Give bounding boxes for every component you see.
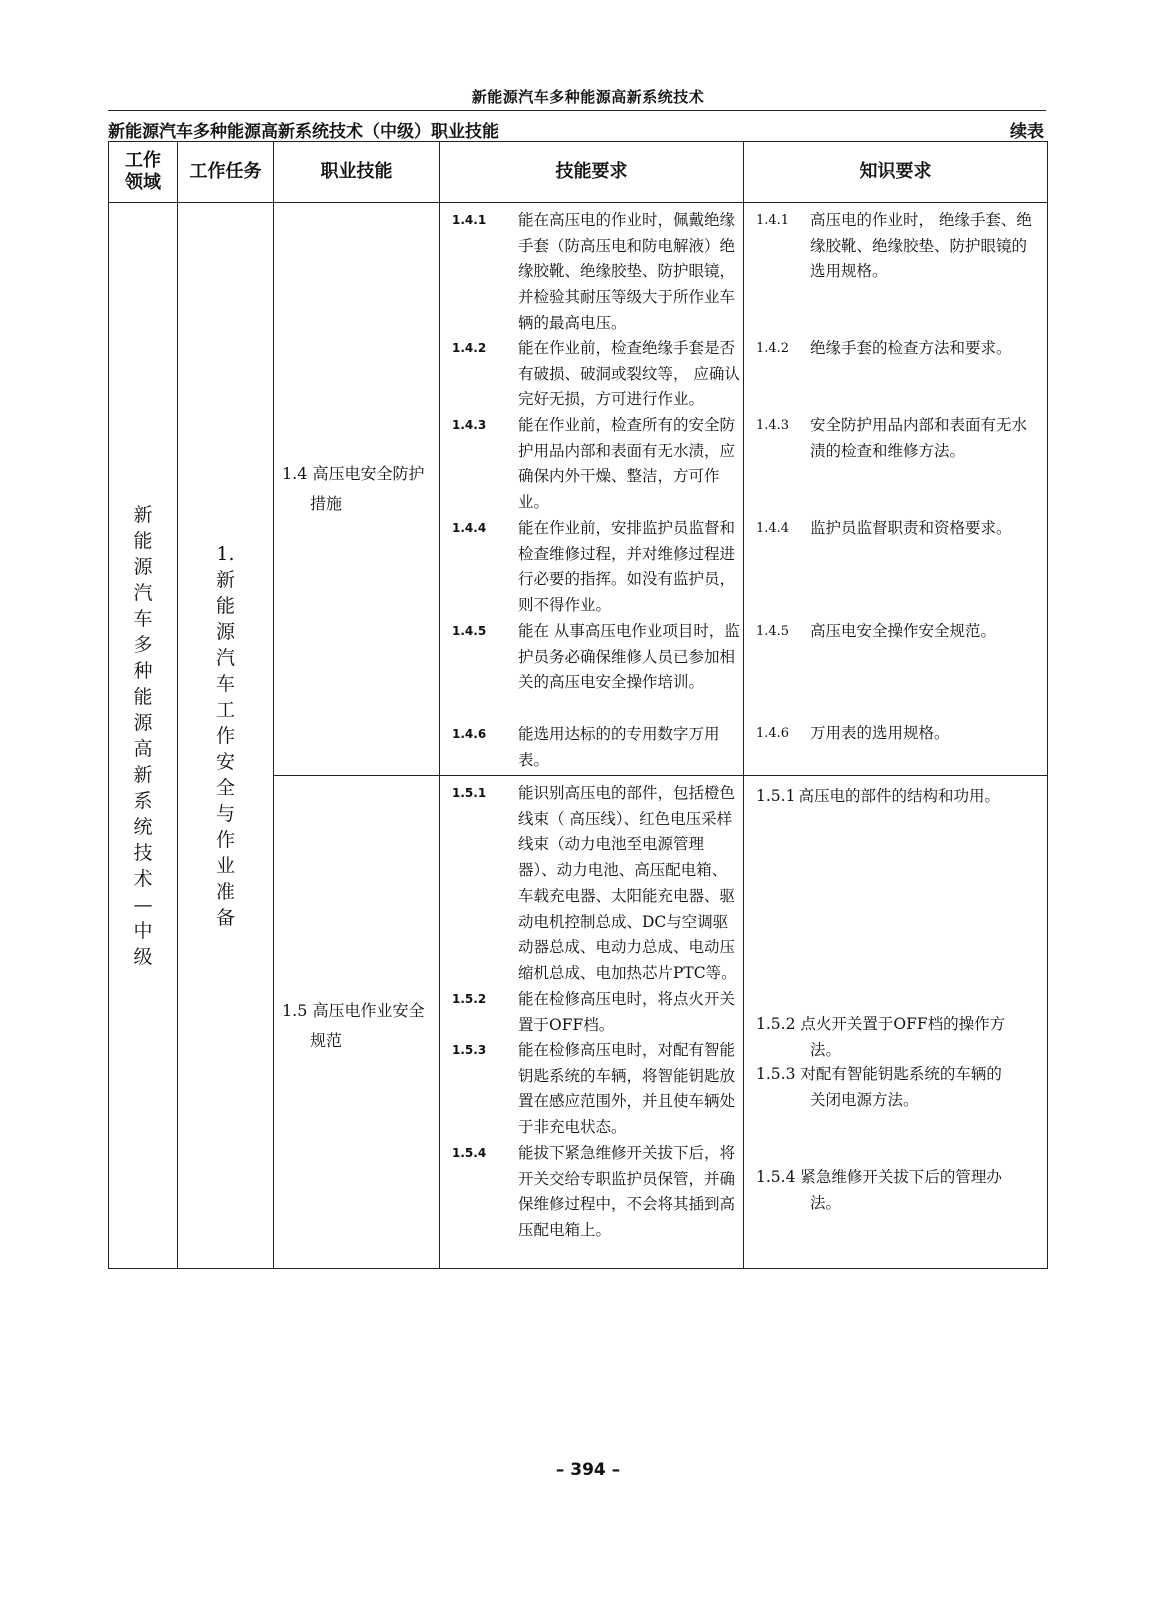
knowledge-number: 1.4.4 (756, 521, 790, 536)
knowledge-text: 监护员监督职责和资格要求。 (810, 519, 1012, 537)
knowledge-text: 紧急维修开关拔下后的管理办 (800, 1168, 1002, 1186)
knowledge-text: 点火开关置于OFF档的操作方 (800, 1015, 1006, 1033)
requirement-number: 1.4.6 (452, 727, 487, 741)
header-task: 工作任务 (178, 142, 274, 203)
skill-requirement (440, 1141, 743, 1244)
knowledge-number: 1.4.5 (756, 624, 790, 639)
knowledge-requirement (756, 336, 1041, 362)
knowledge-number: 1.5.3 (756, 1065, 796, 1083)
requirement-text: 能在作业前，安排监护员监督和检查维修过程，并对维修过程进行必要的指挥。如没有监护员，则不得作业。 (518, 519, 736, 615)
skill-requirement (440, 722, 743, 773)
knowledge-number: 1.5.1 (756, 787, 796, 805)
knowledge-number: 1.4.1 (756, 213, 790, 228)
knowledge-text: 安全防护用品内部和表面有无水渍的检查和维修方法。 (810, 416, 1028, 460)
skill-requirement (440, 208, 743, 336)
skill-cell (274, 203, 440, 776)
knowledge-requirements-cell (744, 203, 1048, 776)
header-domain: 工作领域 (109, 142, 178, 203)
knowledge-number: 1.5.4 (756, 1168, 796, 1186)
knowledge-requirements-cell (744, 776, 1048, 1269)
knowledge-text: 高压电的作业时， 绝缘手套、绝缘胶靴、绝缘胶垫、防护眼镜的选用规格。 (810, 211, 1032, 281)
skill-requirement (440, 619, 743, 722)
requirement-number: 1.5.2 (452, 992, 487, 1006)
knowledge-requirement (756, 516, 1041, 542)
knowledge-text-cont: 法。 (810, 1040, 842, 1059)
knowledge-text: 绝缘手套的检查方法和要求。 (810, 339, 1012, 357)
requirement-number: 1.5.4 (452, 1146, 487, 1160)
knowledge-text: 万用表的选用规格。 (810, 724, 950, 742)
requirement-number: 1.5.3 (452, 1043, 487, 1057)
skill-requirements-cell (440, 776, 744, 1269)
knowledge-text: 高压电的部件的结构和功用。 (798, 787, 1000, 805)
requirement-text: 能在作业前，检查绝缘手套是否有破损、破洞或裂纹等， 应确认完好无损，方可进行作业。 (518, 339, 740, 409)
table-title: 新能源汽车多种能源高新系统技术（中级）职业技能 (108, 122, 499, 142)
knowledge-text: 对配有智能钥匙系统的车辆的 (800, 1065, 1002, 1083)
requirement-number: 1.4.2 (452, 341, 487, 355)
requirement-text: 能识别高压电的部件，包括橙色线束（ 高压线）、红色电压采样线束（动力电池至电源管理器）、动力电池、高压配电箱、车载充电器、太阳能充电器、驱动电机控制总成、DC与空调驱动器总成、电动力总成、电动压缩机总成、电加热芯片PTC等。 (518, 784, 737, 982)
skills-table (108, 141, 1048, 1269)
knowledge-number: 1.4.3 (756, 418, 790, 433)
skill-requirements-cell (440, 203, 744, 776)
header-knowledge-requirements: 知识要求 (744, 142, 1048, 203)
knowledge-requirement (756, 1062, 1041, 1113)
task-number: 1. (216, 542, 235, 565)
skill-requirement (440, 781, 743, 987)
skill-cell (274, 776, 440, 1269)
requirement-text: 能拔下紧急维修开关拔下后，将开关交给专职监护员保管，并确保维修过程中，不会将其插到高压配电箱上。 (518, 1144, 736, 1240)
task-text (213, 541, 238, 931)
requirement-text: 能在检修高压电时，对配有智能钥匙系统的车辆，将智能钥匙放置在感应范围外，并且使车辆处于非充电状态。 (518, 1041, 736, 1137)
domain-cell (109, 203, 178, 1269)
knowledge-requirement (756, 1165, 1041, 1216)
table-header-row (109, 142, 1048, 203)
knowledge-requirement (756, 1012, 1041, 1063)
skill-requirement (440, 413, 743, 516)
requirement-number: 1.5.1 (452, 786, 487, 800)
table-row (109, 203, 1048, 776)
knowledge-requirement (756, 721, 1041, 747)
skill-name-cont: 措施 (310, 494, 343, 513)
header-rule (108, 110, 1046, 111)
skill-requirement (440, 516, 743, 619)
requirement-number: 1.4.5 (452, 624, 487, 638)
running-head: 新能源汽车多种能源高新系统技术 (471, 88, 705, 106)
knowledge-requirement (756, 413, 1041, 464)
requirement-text: 能在高压电的作业时，佩戴绝缘手套（防高压电和防电解液）绝缘胶靴、绝缘胶垫、防护眼镜，并检验其耐压等级大于所作业车辆的最高电压。 (518, 211, 736, 332)
requirement-number: 1.4.4 (452, 521, 487, 535)
knowledge-requirement (756, 208, 1041, 285)
skill-name-cont: 规范 (310, 1031, 343, 1050)
skill-requirement (440, 987, 743, 1038)
task-title: 新能源汽车工作安全与作业准备 (215, 568, 235, 929)
knowledge-text-cont: 法。 (810, 1193, 842, 1212)
requirement-text: 能在检修高压电时，将点火开关置于OFF档。 (518, 990, 736, 1034)
knowledge-text-cont: 关闭电源方法。 (810, 1090, 919, 1109)
page-number: – 394 – (555, 1460, 621, 1480)
task-cell (178, 203, 274, 1269)
knowledge-number: 1.5.2 (756, 1015, 796, 1033)
knowledge-requirement (756, 784, 1041, 810)
requirement-text: 能选用达标的的专用数字万用表。 (518, 725, 720, 769)
knowledge-number: 1.4.6 (756, 726, 790, 741)
requirement-number: 1.4.3 (452, 418, 487, 432)
skill-requirement (440, 336, 743, 413)
requirement-text: 能在作业前，检查所有的安全防护用品内部和表面有无水渍，应确保内外干燥、整洁，方可作业。 (518, 416, 736, 512)
skill-name: 1.4 高压电安全防护 (282, 464, 425, 483)
continued-label: 续表 (1010, 122, 1044, 142)
requirement-text: 能在 从事高压电作业项目时，监护员务必确保维修人员已参加相关的高压电安全操作培训。 (518, 622, 740, 692)
knowledge-text: 高压电安全操作安全规范。 (810, 622, 997, 640)
knowledge-requirement (756, 619, 1041, 645)
skill-name: 1.5 高压电作业安全 (282, 1001, 425, 1020)
knowledge-number: 1.4.2 (756, 341, 790, 356)
domain-text: 新能源汽车多种能源高新系统技术—中级 (133, 503, 153, 968)
header-skill: 职业技能 (274, 142, 440, 203)
requirement-number: 1.4.1 (452, 213, 487, 227)
header-skill-requirements: 技能要求 (440, 142, 744, 203)
skill-requirement (440, 1038, 743, 1141)
